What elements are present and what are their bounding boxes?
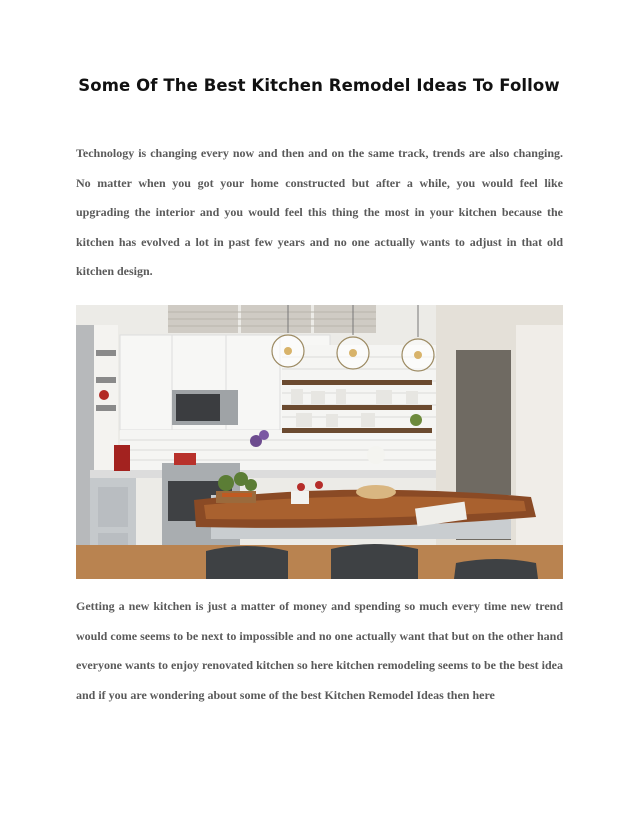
kitchen-photo bbox=[76, 305, 563, 579]
document-title: Some Of The Best Kitchen Remodel Ideas To Follow bbox=[78, 76, 560, 95]
body-paragraph: Getting a new kitchen is just a matter of money and spending so much every time new trend would come seems to be next to impossible and no one actually want that but on the other hand everyone wants to enjoy renovated kitchen so here kitchen remodeling seems to be the best idea and if you are wondering about some of the best Kitchen Remodel Ideas then here bbox=[76, 599, 563, 702]
intro-paragraph: Technology is changing every now and then and on the same track, trends are also changing. No matter when you got your home constructed but after a while, you would feel like upgrading the interior and you would feel this thing the most in your kitchen because the kitchen has evolved a lot in past few years and no one actually wants to adjust in that old kitchen design. bbox=[76, 146, 563, 279]
